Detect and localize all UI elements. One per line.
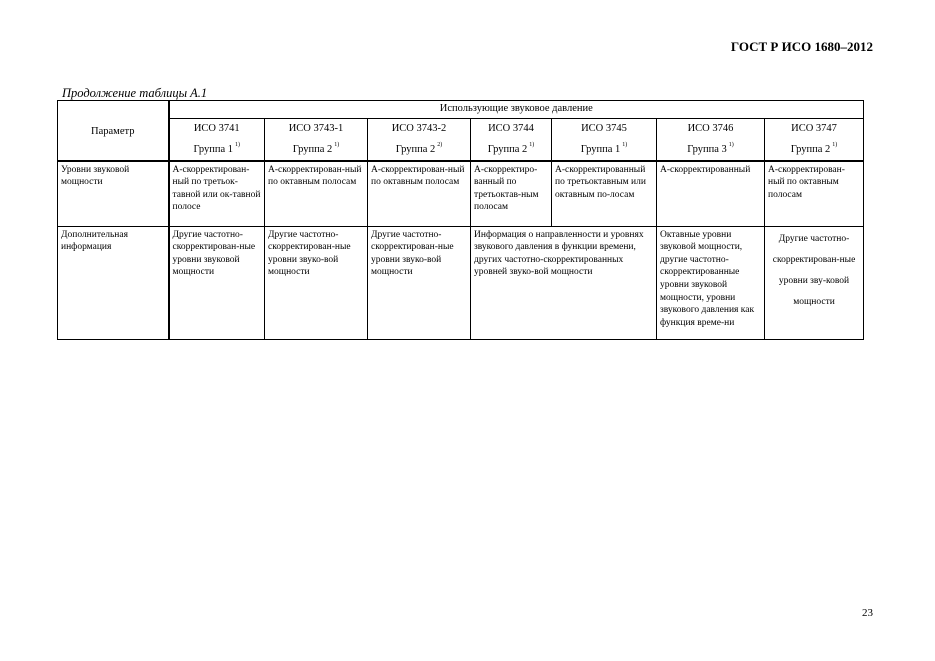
table-row: [58, 226, 864, 339]
table-cell: А-скорректированный: [657, 161, 765, 227]
data-table: [57, 100, 864, 340]
column-header: [471, 118, 552, 161]
table-cell: А-скорректиро-ванный по третьоктав-ным полосам: [471, 161, 552, 227]
standard-label: ИСО 3747: [791, 122, 837, 134]
column-header: [265, 118, 368, 161]
standard-label: ИСО 3743-1: [288, 122, 344, 134]
column-header: [368, 118, 471, 161]
column-header: [169, 118, 265, 161]
header-row-2: [58, 118, 864, 161]
group-label: Группа 2 $^{2)}$: [395, 141, 443, 155]
group-label: Группа 1 $^{1)}$: [580, 141, 628, 155]
table-cell: А-скорректирован-ный по октавным полосам: [368, 161, 471, 227]
table-cell: А-скорректирован-ный по октавным полосам: [265, 161, 368, 227]
table-cell: А-скорректированный по третьоктавным или октавным по-лосам: [552, 161, 657, 227]
page-number: 23: [862, 607, 873, 619]
group-label: Группа 2 $^{1)}$: [790, 141, 838, 155]
group-label: Группа 1 $^{1)}$: [193, 141, 241, 155]
column-header: [552, 118, 657, 161]
standard-label: ИСО 3745: [581, 122, 627, 134]
param-header: Параметр: [58, 101, 169, 161]
table-cell: Другие частотно-скорректирован-ные уровни звуковой мощности: [169, 226, 265, 339]
group-header: Использующие звуковое давление: [169, 101, 864, 119]
standard-label: ИСО 3741: [193, 122, 240, 134]
table-cell: А-скорректирован-ный по октавным полосам: [765, 161, 864, 227]
table-cell: Другие частотно-скорректирован-ные уровни звуко-вой мощности: [265, 226, 368, 339]
standard-label: ИСО 3743-2: [391, 122, 447, 134]
table-cell: Октавные уровни звуковой мощности, другие частотно-скорректированные уровни звуковой мощности, уровни звукового давления как функция време-ни: [657, 226, 765, 339]
table-cell-merged: Информация о направленности и уровнях звукового давления в функции времени, других частотно-скорректированных уровней звуко-вой мощности: [471, 226, 657, 339]
table-caption: Продолжение таблицы А.1: [62, 86, 208, 100]
column-header: [765, 118, 864, 161]
column-header: [657, 118, 765, 161]
group-label: Группа 3 $^{1)}$: [687, 141, 734, 155]
table-cell: А-скорректирован-ный по третьок-тавной или ок-тавной полосе: [169, 161, 265, 227]
table-cell: Другие частотно-скорректирован-ные уровни зву-ковой мощности: [765, 226, 864, 339]
standard-label: ИСО 3746: [687, 122, 734, 134]
standard-label: ИСО 3744: [488, 122, 534, 134]
row-param-label: Уровни звуковой мощности: [58, 161, 169, 227]
row-param-label: Дополнительная информация: [58, 226, 169, 339]
group-label: Группа 2 $^{1)}$: [292, 141, 340, 155]
document-code: ГОСТ Р ИСО 1680–2012: [730, 39, 873, 54]
header-row-1: [58, 101, 864, 119]
table-cell: Другие частотно-скорректирован-ные уровни звуко-вой мощности: [368, 226, 471, 339]
table-row: [58, 161, 864, 227]
group-label: Группа 2 $^{1)}$: [487, 141, 535, 155]
